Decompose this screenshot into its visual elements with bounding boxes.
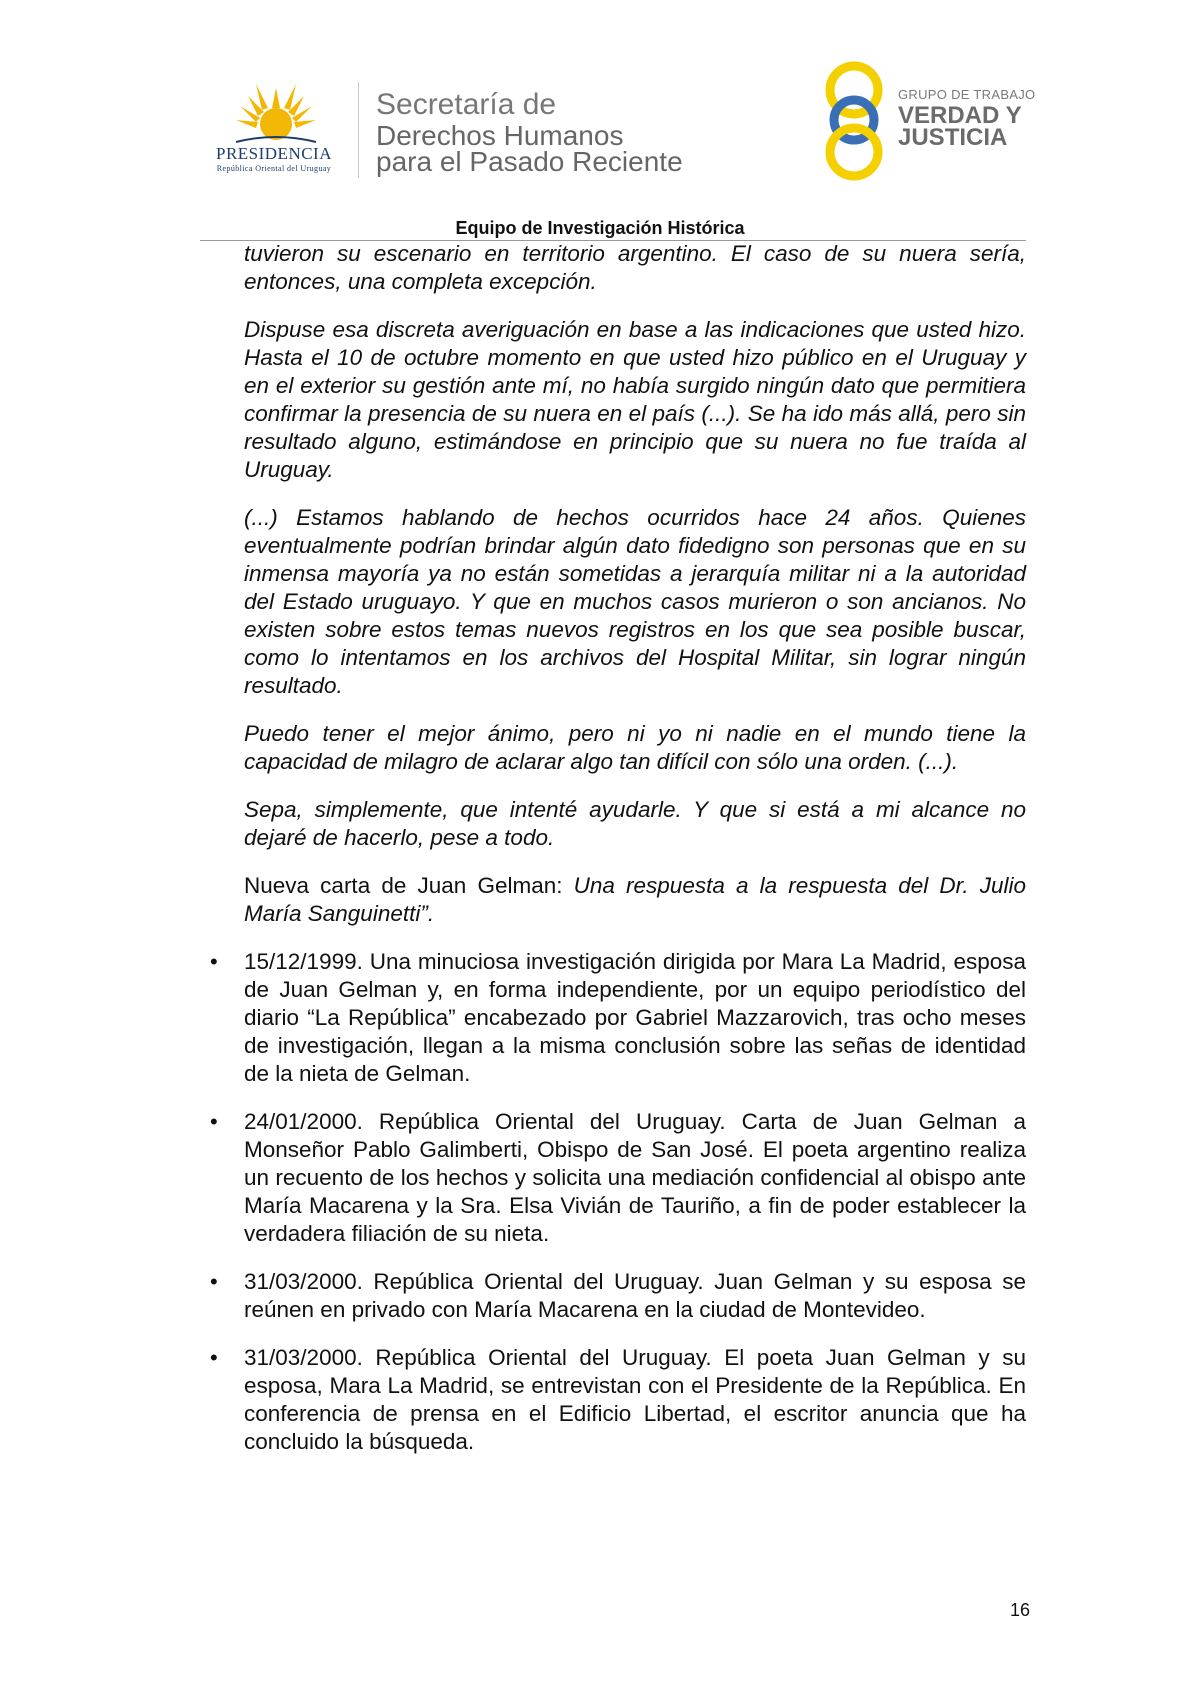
list-item-text: 31/03/2000. República Oriental del Uruguay. Juan Gelman y su esposa se reúnen en privado con María Macarena en la ciudad de Montevideo. [244, 1269, 1026, 1322]
justicia-label: JUSTICIA [898, 124, 1008, 151]
quote-paragraph: tuvieron su escenario en territorio argentino. El caso de su nuera sería, entonces, una completa excepción. [244, 241, 1026, 294]
bullet-icon: • [210, 1109, 218, 1134]
timeline-list [210, 948, 1026, 1456]
secretaria-line-2: Derechos Humanos [376, 120, 624, 151]
nueva-carta-prefix: Nueva carta de Juan Gelman: [244, 873, 574, 898]
page-header [0, 0, 1190, 240]
secretaria-line-3: para el Pasado Reciente [376, 146, 683, 177]
list-item [210, 948, 1026, 1088]
quote-paragraph: Dispuse esa discreta averiguación en base a las indicaciones que usted hizo. Hasta el 10 de octubre momento en que usted hizo público en el Uruguay y en el exterior su gestión ante mí, no había surgido ningún dato que permitiera confirmar la presencia de su nuera en el país (...). Se ha ido más allá, pero sin resultado alguno, estimándose en principio que su nuera no fue traída al Uruguay. [244, 317, 1026, 482]
quote-paragraph: Puedo tener el mejor ánimo, pero ni yo ni nadie en el mundo tiene la capacidad de milagro de aclarar algo tan difícil con sólo una orden. (...). [244, 721, 1026, 774]
nueva-carta-paragraph [244, 872, 1026, 928]
quote-paragraph: Sepa, simplemente, que intenté ayudarle. Y que si está a mi alcance no dejaré de hacerlo, pese a todo. [244, 797, 1026, 850]
list-item [210, 1344, 1026, 1456]
header-divider [358, 82, 359, 178]
team-title: Equipo de Investigación Histórica [455, 218, 745, 238]
bullet-icon: • [210, 1345, 218, 1370]
secretaria-line-1: Secretaría de [376, 88, 557, 121]
bullet-icon: • [210, 1269, 218, 1294]
nueva-carta-title: Una respuesta a la respuesta del Dr. Julio María Sanguinetti”. [244, 873, 1026, 926]
bullet-icon: • [210, 949, 218, 974]
grupo-trabajo-label: GRUPO DE TRABAJO [898, 87, 1036, 102]
list-item-text: 31/03/2000. República Oriental del Uruguay. El poeta Juan Gelman y su esposa, Mara La Madrid, se entrevistan con el Presidente de la República. En conferencia de prensa en el Edificio Libertad, el escritor anuncia que ha concluido la búsqueda. [244, 1345, 1026, 1454]
list-item [210, 1268, 1026, 1324]
presidencia-text: PRESIDENCIA [215, 144, 332, 163]
list-item-text: 15/12/1999. Una minuciosa investigación dirigida por Mara La Madrid, esposa de Juan Gelman y, en forma independiente, por un equipo periodístico del diario “La República” encabezado por Gabriel Mazzarovich, tras ocho meses de investigación, llegan a la misma conclusión sobre las señas de identidad de la nieta de Gelman. [244, 949, 1026, 1086]
page-number: 16 [1009, 1600, 1030, 1620]
quote-paragraph: (...) Estamos hablando de hechos ocurridos hace 24 años. Quienes eventualmente podrían brindar algún dato fidedigno son personas que en su inmensa mayoría ya no están sometidas a jerarquía militar ni a la autoridad del Estado uruguayo. Y que en muchos casos murieron o son ancianos. No existen sobre estos temas nuevos registros en los que sea posible buscar, como lo intentamos en los archivos del Hospital Militar, sin lograr ningún resultado. [244, 505, 1026, 698]
document-body [210, 240, 1026, 1476]
list-item [210, 1108, 1026, 1248]
presidencia-subtitle: República Oriental del Uruguay [216, 164, 332, 173]
verdad-y-label: VERDAD Y [898, 102, 1022, 129]
list-item-text: 24/01/2000. República Oriental del Uruguay. Carta de Juan Gelman a Monseñor Pablo Galimberti, Obispo de San José. El poeta argentino realiza un recuento de los hechos y solicita una mediación confidencial al obispo ante María Macarena y la Sra. Elsa Vivián de Tauriño, a fin de poder establecer la verdadera filiación de su nieta. [244, 1109, 1026, 1246]
